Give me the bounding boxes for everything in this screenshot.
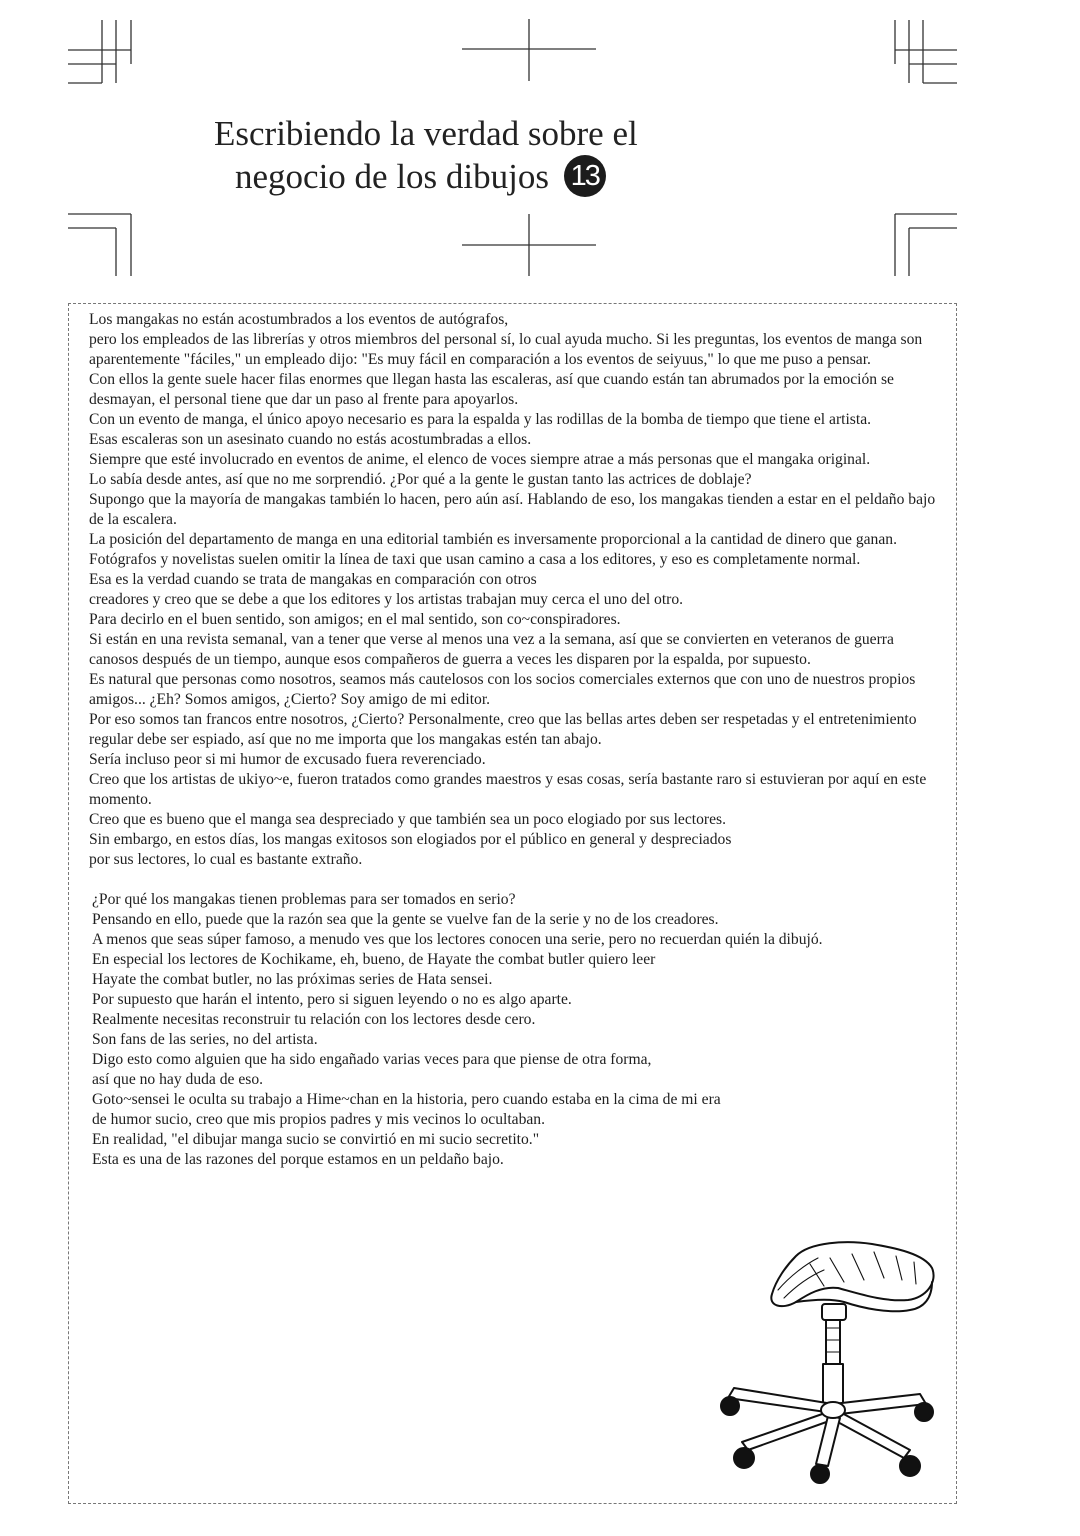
text-line: creadores y creo que se debe a que los editores y los artistas trabajan muy cerca el uno del otro. (89, 591, 684, 608)
text-line: Con ellos la gente suele hacer filas enormes que llegan hasta las escaleras, así que cuando están tan abrumados por la emoción se desmayan, el personal tiene que dar un paso al frente para apoyarlos. (89, 371, 894, 408)
title-line-2 (214, 155, 834, 201)
text-line: En realidad, "el dibujar manga sucio se convirtió en mi sucio secretito." (92, 1131, 540, 1148)
text-line: Lo sabía desde antes, así que no me sorprendió. ¿Por qué a la gente le gustan tanto las actrices de doblaje? (89, 471, 752, 488)
text-line: ¿Por qué los mangakas tienen problemas para ser tomados en serio? (92, 891, 516, 908)
text-line: Los mangakas no están acostumbrados a los eventos de autógrafos, (89, 311, 509, 328)
paragraph-1 (89, 310, 937, 870)
paragraph-2 (89, 890, 937, 1170)
page-title (214, 112, 834, 201)
text-line: por sus lectores, lo cual es bastante extraño. (89, 851, 363, 868)
text-line: A menos que seas súper famoso, a menudo ves que los lectores conocen una serie, pero no recuerdan quién la dibujó. (92, 931, 823, 948)
title-line-2-text: negocio de los dibujos (235, 157, 549, 196)
text-line: Digo esto como alguien que ha sido engañado varias veces para que piense de otra forma, (92, 1051, 652, 1068)
text-line: Realmente necesitas reconstruir tu relación con los lectores desde cero. (92, 1011, 536, 1028)
text-line: En especial los lectores de Kochikame, eh, bueno, de Hayate the combat butler quiero leer (92, 951, 656, 968)
title-line-1: Escribiendo la verdad sobre el (214, 114, 638, 153)
text-line: Con un evento de manga, el único apoyo necesario es para la espalda y las rodillas de la bomba de tiempo que tiene el artista. (89, 411, 872, 428)
chapter-number-badge: 13 (564, 155, 606, 197)
text-line: Pensando en ello, puede que la razón sea que la gente se vuelve fan de la serie y no de los creadores. (92, 911, 719, 928)
text-line: La posición del departamento de manga en una editorial también es inversamente proporcional a la cantidad de dinero que ganan. (89, 531, 897, 548)
text-line: Goto~sensei le oculta su trabajo a Hime~chan en la historia, pero cuando estaba en la cima de mi era de humor sucio, creo que mis propios padres y mis vecinos lo ocultaban. (92, 1091, 721, 1128)
text-line: Siempre que esté involucrado en eventos de anime, el elenco de voces siempre atrae a más personas que el mangaka original. (89, 451, 871, 468)
article-body (89, 310, 937, 1170)
text-line: Esta es una de las razones del porque estamos en un peldaño bajo. (92, 1151, 504, 1168)
text-line: Creo que es bueno que el manga sea despreciado y que también sea un poco elogiado por sus lectores. (89, 811, 726, 828)
text-line: Para decirlo en el buen sentido, son amigos; en el mal sentido, son co~conspiradores. (89, 611, 621, 628)
text-line: Sin embargo, en estos días, los mangas exitosos son elogiados por el público en general y despreciados (89, 831, 732, 848)
text-line: así que no hay duda de eso. (92, 1071, 264, 1088)
text-line: Fotógrafos y novelistas suelen omitir la línea de taxi que usan camino a casa a los editores, y eso es completamente normal. (89, 551, 861, 568)
text-line: Es natural que personas como nosotros, seamos más cautelosos con los socios comerciales externos que con uno de nuestros propios amigos... ¿Eh? Somos amigos, ¿Cierto? Soy amigo de mi editor. (89, 671, 916, 708)
text-line: Esa es la verdad cuando se trata de mangakas en comparación con otros (89, 571, 537, 588)
text-line: Hayate the combat butler, no las próximas series de Hata sensei. (92, 971, 493, 988)
text-line: Supongo que la mayoría de mangakas también lo hacen, pero aún así. Hablando de eso, los mangakas tienden a estar en el peldaño bajo de la escalera. (89, 491, 936, 528)
stool-illustration (714, 1228, 950, 1484)
text-line: Si están en una revista semanal, van a tener que verse al menos una vez a la semana, así que se convierten en veteranos de guerra canosos después de un tiempo, aunque esos compañeros de guerra a veces les disparen por la espalda, por supuesto. (89, 631, 894, 668)
text-line: Sería incluso peor si mi humor de excusado fuera reverenciado. (89, 751, 486, 768)
text-line: Por eso somos tan francos entre nosotros, ¿Cierto? Personalmente, creo que las bellas artes deben ser respetadas y el entretenimiento regular debe ser espiado, así que no me importa que los mangakas estén tan abajo. (89, 711, 917, 748)
text-line: Esas escaleras son un asesinato cuando no estás acostumbradas a ellos. (89, 431, 532, 448)
text-line: Creo que los artistas de ukiyo~e, fueron tratados como grandes maestros y esas cosas, sería bastante raro si estuvieran por aquí en este momento. (89, 771, 927, 808)
text-line: Son fans de las series, no del artista. (92, 1031, 318, 1048)
text-line: Por supuesto que harán el intento, pero si siguen leyendo o no es algo aparte. (92, 991, 572, 1008)
text-line: pero los empleados de las librerías y otros miembros del personal sí, lo cual ayuda mucho. Si les preguntas, los eventos de manga son aparentemente "fáciles," un empleado dijo: "Es muy fácil en comparación a los eventos de seiyuus," lo que me puso a pensar. (89, 331, 923, 368)
